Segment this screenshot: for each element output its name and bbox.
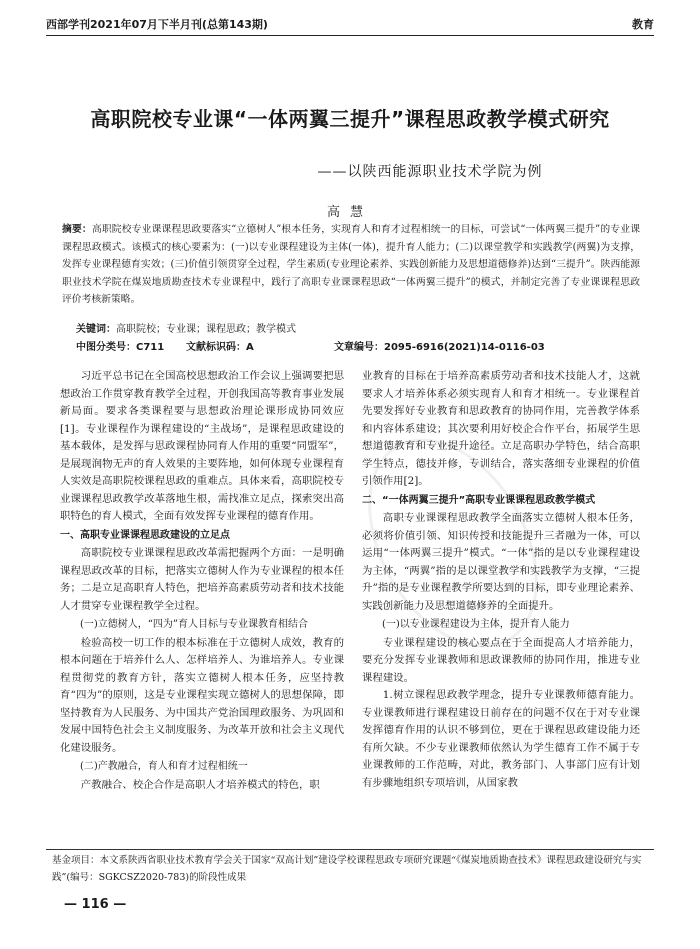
body-left-column — [60, 368, 344, 794]
journal-issue: 西部学刊2021年07月下半月刊(总第143期) — [46, 18, 268, 31]
paragraph: 业教育的目标在于培养高素质劳动者和技术技能人才，这就要求人才培养体系必须实现育人和育才相统一。专业课程首先要发挥好专业教育和思政教育的协同作用，完善教学体系和内容体系建设；其次要利用好校企合作平台，拓展学生思想道德教育和专业提升途径。立足高职办学特色，结合高职学生特点，德技并修，专训结合，落实落细专业课程的价值引领作用[2]。 — [362, 370, 640, 487]
abstract-label: 摘要： — [62, 224, 92, 235]
keywords-text: 高职院校；专业课；课程思政；教学模式 — [116, 324, 296, 335]
paragraph: 专业课程建设的核心要点在于全面提高人才培养能力，要充分发挥专业课教师和思政课教师的协同作用，推进专业课程建设。 — [362, 636, 640, 684]
article-subtitle: ——以陕西能源职业技术学院为例 — [317, 164, 543, 180]
author-name: 高慧 — [326, 205, 373, 220]
keywords — [76, 320, 636, 335]
article-number: 文章编号：2095-6916(2021)14-0116-03 — [334, 342, 545, 353]
subsection-heading: (一)立德树人，“四为”育人目标与专业课教育相结合 — [80, 619, 309, 630]
subsection-heading: (一)以专业课程建设为主体，提升育人能力 — [382, 619, 570, 630]
abstract — [62, 221, 640, 309]
paragraph: 产教融合、校企合作是高职人才培养模式的特色，职 — [80, 778, 320, 791]
paragraph: 习近平总书记在全国高校思想政治工作会议上强调要把思想政治工作贯穿教育教学全过程，开创我国高等教育事业发展新局面。要求各类课程要与思想政治理论课形成协同效应[1]。专业课程作为课程建设的“主战场”，是课程思政建设的基本载体，是发挥与思政课程协同育人作用的重要“同盟军”，是展现润物无声的育人效果的主要阵地，如何体现专业课程育人实效是高职院校课程思政的重难点。具体来看，高职院校专业课课程思政教学改革落地生根，需找准立足点，探索突出高职特色的育人模式，全面有效发挥专业课程的德育作用。 — [60, 370, 344, 522]
section-heading: 二、“一体两翼三提升”高职专业课课程思政教学模式 — [362, 494, 596, 506]
footnote-rule — [46, 849, 654, 850]
paragraph: 高职专业课课程思政教学全面落实立德树人根本任务，必须将价值引领、知识传授和技能提升三者融为一体，可以运用“一体两翼三提升”模式。“一体”指的是以专业课程建设为主体，“两翼”指的是以课堂教学和实践教学为支撑，“三提升”指的是专业课程教学所要达到的目标，即专业理论素养、实践创新能力及思想道德修养的全面提升。 — [362, 512, 640, 612]
header-rule — [46, 35, 654, 36]
paragraph: 高职院校专业课课程思政改革需把握两个方面：一是明确课程思政改革的目标，把落实立德树人作为专业课程的根本任务；二是立足高职育人特色，把培养高素质劳动者和技术技能人才贯穿专业课程教学全过程。 — [60, 547, 344, 612]
article-title: 高职院校专业课“一体两翼三提升”课程思政教学模式研究 — [90, 107, 610, 131]
page-number: — 116 — — [64, 897, 127, 912]
running-header — [46, 14, 654, 34]
document-code: 文献标识码：A — [186, 342, 254, 353]
body-right-column — [362, 368, 640, 792]
keywords-label: 关键词： — [76, 324, 116, 335]
clc-number: 中图分类号：C711 — [76, 342, 165, 353]
subsection-heading: (二)产教融合，育人和育才过程相统一 — [80, 761, 248, 772]
section-label: 教育 — [632, 18, 654, 31]
funding-footnote: 基金项目：本文系陕西省职业技术教育学会关于国家“双高计划”建设学校课程思政专项研究课题“《煤炭地质勘查技术》课程思政建设研究与实践”(编号：SGKCSZ2020-783)的阶段性成果 — [52, 855, 642, 883]
paragraph: 1.树立课程思政教学理念，提升专业课教师德育能力。专业课教师进行课程建设日前存在的问题不仅在于对专业课发挥德育作用的认识不够到位，更在于课程思政建设能力还有所欠缺。不少专业课教师依然认为学生德育工作不属于专业课教师的工作范畴，对此，教务部门、人事部门应有计划有步骤地组织专项培训，从国家教 — [362, 689, 640, 789]
section-heading: 一、高职专业课课程思政建设的立足点 — [60, 529, 230, 541]
paragraph: 检验高校一切工作的根本标准在于立德树人成效，教育的根本问题在于培养什么人、怎样培养人、为谁培养人。专业课程贯彻党的教育方针，落实立德树人根本任务，应坚持教育“四为”的原则，这是专业课程实现立德树人的思想保障，即坚持教育为人民服务、为中国共产党治国理政服务、为巩固和发展中国特色社会主义制度服务、为改革开放和社会主义现代化建设服务。 — [60, 636, 344, 754]
abstract-text: 高职院校专业课课程思政要落实“立德树人”根本任务，实现育人和育才过程相统一的目标，可尝试“一体两翼三提升”的专业课课程思政模式。该模式的核心要素为：(一)以专业课程建设为主体(一体)，提升育人能力；(二)以课堂教学和实践教学(两翼)为支撑，发挥专业课程德育实效；(三)价值引领贯穿全过程，学生素质(专业理论素养、实践创新能力及思想道德修养)达到“三提升”。陕西能源职业技术学院在煤炭地质勘查技术专业课程中，践行了高职专业课课程思政“一体两翼三提升”的模式，并制定完善了专业课课程思政评价考核新策略。 — [62, 224, 640, 306]
